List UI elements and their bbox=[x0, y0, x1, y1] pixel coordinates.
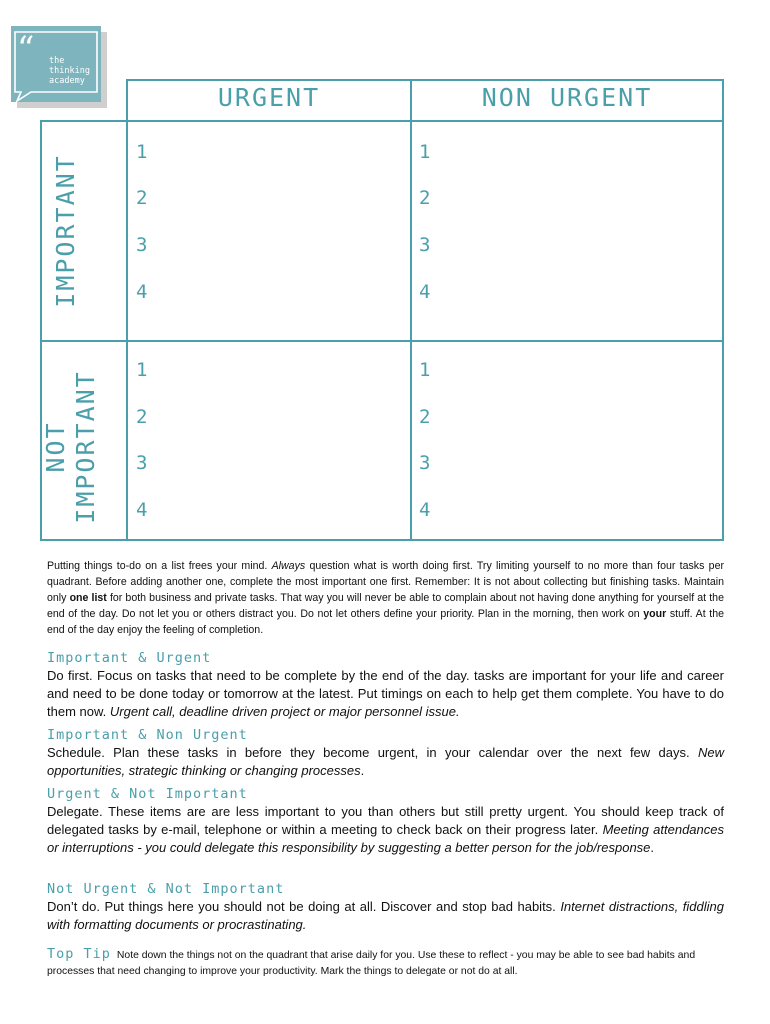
q3-item-1-number: 1 bbox=[136, 359, 148, 381]
quadrant-not-important-non-urgent bbox=[410, 340, 724, 541]
quadrant-not-important-urgent bbox=[126, 340, 412, 541]
row-header-important: IMPORTANT bbox=[51, 154, 80, 308]
intro-text-always: Always bbox=[271, 560, 306, 572]
top-tip bbox=[47, 946, 724, 980]
section-urgent-not-important bbox=[47, 785, 724, 857]
q2-item-2-number: 2 bbox=[419, 187, 431, 209]
q3-item-3-number: 3 bbox=[136, 452, 148, 474]
section-text: Do first. Focus on tasks that need to be complete by the end of the day. tasks are important for your life and career and need to be done today or tomorrow at the latest. Put timings on each to help get them complete. You have to do them now. bbox=[47, 668, 724, 719]
section-text: Schedule. Plan these tasks in before they become urgent, in your calendar over the next few days. bbox=[47, 745, 698, 760]
section-example: Urgent call, deadline driven project or major personnel issue. bbox=[109, 704, 460, 719]
section-title: Urgent & Not Important bbox=[47, 786, 248, 802]
section-example: Meeting attendances or interruptions - you could delegate this responsibility by suggesting a better person for the job/response bbox=[47, 822, 724, 855]
section-not-urgent-not-important bbox=[47, 880, 724, 934]
section-important-urgent bbox=[47, 649, 724, 721]
section-title: Important & Non Urgent bbox=[47, 727, 248, 743]
logo-line-1: the bbox=[49, 56, 65, 66]
section-title: Not Urgent & Not Important bbox=[47, 881, 285, 897]
section-body bbox=[47, 744, 724, 780]
row-header-not-important-line-2: IMPORTANT bbox=[71, 370, 100, 524]
quadrant-important-urgent bbox=[126, 120, 412, 342]
section-body bbox=[47, 803, 724, 857]
intro-text-4: stuff. At the end of the day enjoy the feeling of completion. bbox=[47, 608, 724, 636]
svg-text:“: “ bbox=[17, 29, 35, 69]
q2-item-4-number: 4 bbox=[419, 281, 431, 303]
intro-text-one-list: one list bbox=[69, 592, 107, 604]
row-header-not-important-line-1: NOT bbox=[41, 421, 70, 473]
q1-item-3-number: 3 bbox=[136, 234, 148, 256]
column-header-non-urgent: NON URGENT bbox=[481, 83, 653, 112]
top-tip-title: Top Tip bbox=[47, 946, 111, 962]
q1-item-2-number: 2 bbox=[136, 187, 148, 209]
q4-item-2-number: 2 bbox=[419, 406, 431, 428]
q4-item-1-number: 1 bbox=[419, 359, 431, 381]
logo-text bbox=[49, 56, 90, 86]
column-header-urgent: URGENT bbox=[217, 83, 321, 112]
row-header-not-important bbox=[41, 357, 111, 537]
q1-item-1-number: 1 bbox=[136, 141, 148, 163]
section-important-non-urgent bbox=[47, 726, 724, 780]
logo bbox=[11, 26, 101, 102]
section-text: Delegate. These items are are less important to you than others but still pretty urgent. You should keep track of delegated tasks by e-mail, telephone or within a meeting to check back on their progress later. bbox=[47, 804, 724, 837]
intro-text-2: question what is worth doing first. Try limiting yourself to no more than four tasks per quadrant. Before adding another one, complete the most important one first. Remember: It is not about collecting but finishing tasks. Maintain only bbox=[47, 560, 724, 604]
q1-item-4-number: 4 bbox=[136, 281, 148, 303]
section-title: Important & Urgent bbox=[47, 650, 212, 666]
section-after: . bbox=[650, 840, 655, 855]
section-body bbox=[47, 667, 724, 721]
section-example: Internet distractions, fiddling with formatting documents or procrastinating. bbox=[47, 899, 724, 932]
logo-line-3: academy bbox=[49, 76, 85, 86]
intro-text-your: your bbox=[643, 608, 667, 620]
intro-paragraph bbox=[47, 558, 724, 638]
section-example: New opportunities, strategic thinking or changing processes bbox=[47, 745, 724, 778]
section-after: . bbox=[360, 763, 365, 778]
q4-item-4-number: 4 bbox=[419, 499, 431, 521]
quadrant-important-non-urgent bbox=[410, 120, 724, 342]
q2-item-1-number: 1 bbox=[419, 141, 431, 163]
q3-item-2-number: 2 bbox=[136, 406, 148, 428]
intro-text-3: for both business and private tasks. That way you will never be able to complain about not having done anything for yourself at the end of the day. Do not let you or others distract you. Do not let others define your priority. Plan in the morning, then work on bbox=[47, 592, 724, 620]
section-body bbox=[47, 898, 724, 934]
q4-item-3-number: 3 bbox=[419, 452, 431, 474]
top-tip-text: Note down the things not on the quadrant that arise daily for you. Use these to reflect - you may be able to see bad habits and processes that need changing to improve your productivity. Mark the things to delegate or not do at all. bbox=[47, 950, 696, 977]
logo-line-2: thinking bbox=[49, 66, 90, 76]
intro-text-1: Putting things to-do on a list frees your mind. bbox=[47, 560, 272, 572]
q3-item-4-number: 4 bbox=[136, 499, 148, 521]
section-text: Don’t do. Put things here you should not be doing at all. Discover and stop bad habits. bbox=[47, 899, 561, 914]
q2-item-3-number: 3 bbox=[419, 234, 431, 256]
